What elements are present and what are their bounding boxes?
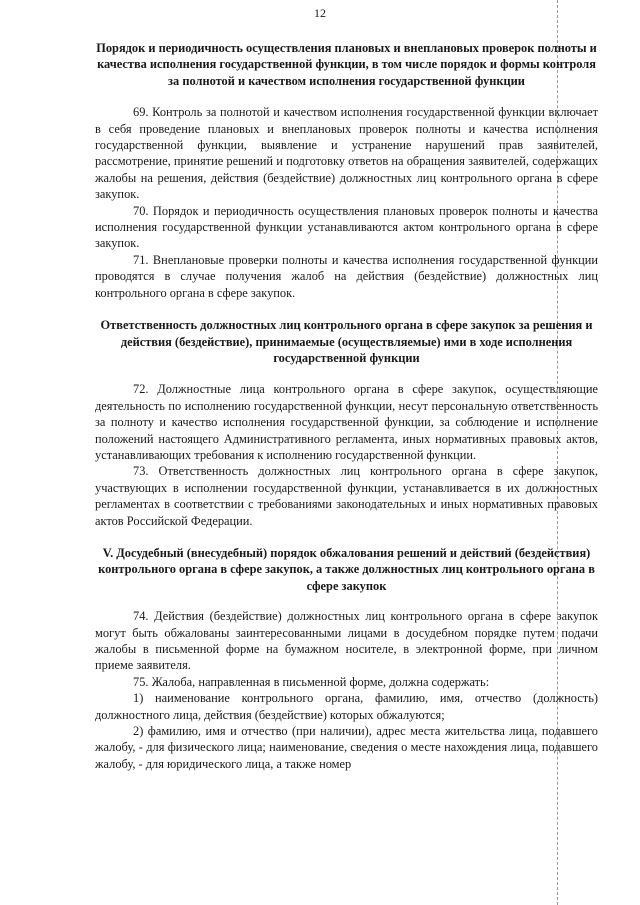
paragraph-74: 74. Действия (бездействие) должностных лиц контрольного органа в сфере закупок могут быть обжалованы заинтересованными лицами в досудебном порядке путем подачи жалобы в письменной форме на бумажном носителе, в электронной форме, при личном приеме заявителя. <box>95 609 598 673</box>
section-title-control-checks: Порядок и периодичность осуществления плановых и внеплановых проверок полноты и качества исполнения государственной функции, в том числе порядок и формы контроля за полнотой и качеством исполнения государственной функции <box>96 41 597 88</box>
paragraph-70: 70. Порядок и периодичность осуществления плановых проверок полноты и качества исполнения государственной функции устанавливаются актом контрольного органа в сфере закупок. <box>95 203 598 251</box>
paragraph-69: 69. Контроль за полнотой и качеством исполнения государственной функции включает в себя проведение плановых и внеплановых проверок полноты и качества исполнения государственной функции, выявление и устранение нарушений прав заявителей, рассмотрение, принятие решений и подготовку ответов на обращения заявителей, содержащих жалобы на решения, действия (бездействие) должностных лиц контрольного органа в сфере закупок. <box>95 105 598 202</box>
list-item-1: 1) наименование контрольного органа, фамилию, имя, отчество (должность) должностного лица, действия (бездействие) которых обжалуются; <box>95 691 598 722</box>
list-item-2: 2) фамилию, имя и отчество (при наличии), адрес места жительства лица, подавшего жалобу, - для физического лица; наименование, сведения о месте нахождения лица, подавшего жалобу, - для юридического лица, а также номер <box>95 724 598 771</box>
paragraph-73: 73. Ответственность должностных лиц контрольного органа в сфере закупок, участвующих в исполнении государственной функции, устанавливается в их должностных регламентах в соответствии с требованиями законодательных и иных нормативных правовых актов Российской Федерации. <box>95 464 598 528</box>
paragraph-75: 75. Жалоба, направленная в письменной форме, должна содержать: <box>133 674 490 689</box>
page-number: 12 <box>314 6 326 20</box>
paragraph-71: 71. Внеплановые проверки полноты и качества исполнения государственной функции проводятся в случае получения жалоб на действия (бездействие) должностных лиц контрольного органа в сфере закупок. <box>95 252 598 300</box>
document-body <box>95 40 598 772</box>
paragraph-72: 72. Должностные лица контрольного органа в сфере закупок, осуществляющие деятельность по исполнению государственной функции, несут персональную ответственность за полноту и качество исполнения государственной функции, за соблюдение и исполнение положений настоящего Административного регламента, иных нормативных правовых актов, устанавливающих требования к исполнению государственной функции. <box>95 382 598 462</box>
section-title-responsibility: Ответственность должностных лиц контрольного органа в сфере закупок за решения и действия (бездействие), принимаемые (осуществляемые) ими в ходе исполнения государственной функции <box>100 318 593 365</box>
section-title-pretrial-appeal: V. Досудебный (внесудебный) порядок обжалования решений и действий (бездействия) контрольного органа в сфере закупок, а также должностных лиц контрольного органа в сфере закупок <box>98 545 595 593</box>
